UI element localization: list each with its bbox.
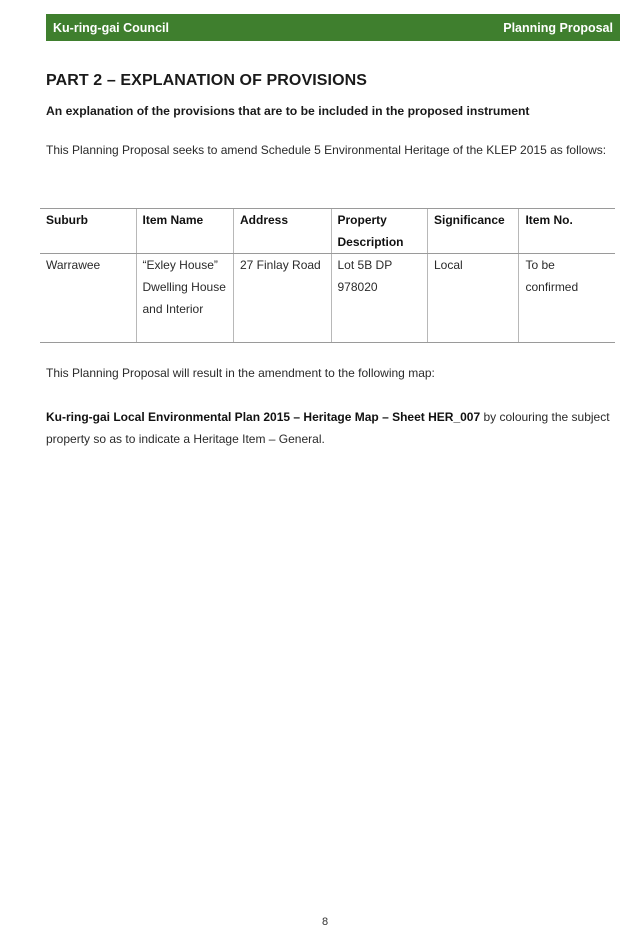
map-description-text: by colouring the subject property so as to indicate a Heritage Item – General. (46, 410, 610, 446)
cell-item-name: “Exley House” Dwelling House and Interior (136, 254, 234, 343)
heritage-table (40, 208, 615, 343)
header-item-no: Item No. (519, 209, 615, 254)
cell-item-no: To be confirmed (519, 254, 615, 343)
header-item-name: Item Name (136, 209, 234, 254)
map-reference: Ku-ring-gai Local Environmental Plan 2015 – Heritage Map – Sheet HER_007 (46, 410, 481, 424)
intro-paragraph: This Planning Proposal seeks to amend Schedule 5 Environmental Heritage of the KLEP 2015 as follows: (46, 143, 607, 157)
cell-suburb: Warrawee (40, 254, 136, 343)
page-title: PART 2 – EXPLANATION OF PROVISIONS (46, 72, 368, 89)
table-row (40, 254, 615, 343)
header-suburb: Suburb (40, 209, 136, 254)
header-property-description: Property Description (331, 209, 428, 254)
table-header-row (40, 209, 615, 254)
page-number: 8 (322, 916, 329, 928)
cell-address: 27 Finlay Road (234, 254, 332, 343)
cell-significance: Local (428, 254, 519, 343)
section-subtitle: An explanation of the provisions that are to be included in the proposed instrument (46, 104, 530, 118)
header-council-name: Ku-ring-gai Council (53, 20, 169, 35)
header-significance: Significance (428, 209, 519, 254)
map-description-paragraph (46, 406, 612, 450)
map-intro-paragraph: This Planning Proposal will result in the amendment to the following map: (46, 366, 435, 380)
page-header (46, 14, 620, 41)
header-address: Address (234, 209, 332, 254)
header-document-type: Planning Proposal (503, 20, 613, 35)
cell-property-description: Lot 5B DP 978020 (331, 254, 428, 343)
